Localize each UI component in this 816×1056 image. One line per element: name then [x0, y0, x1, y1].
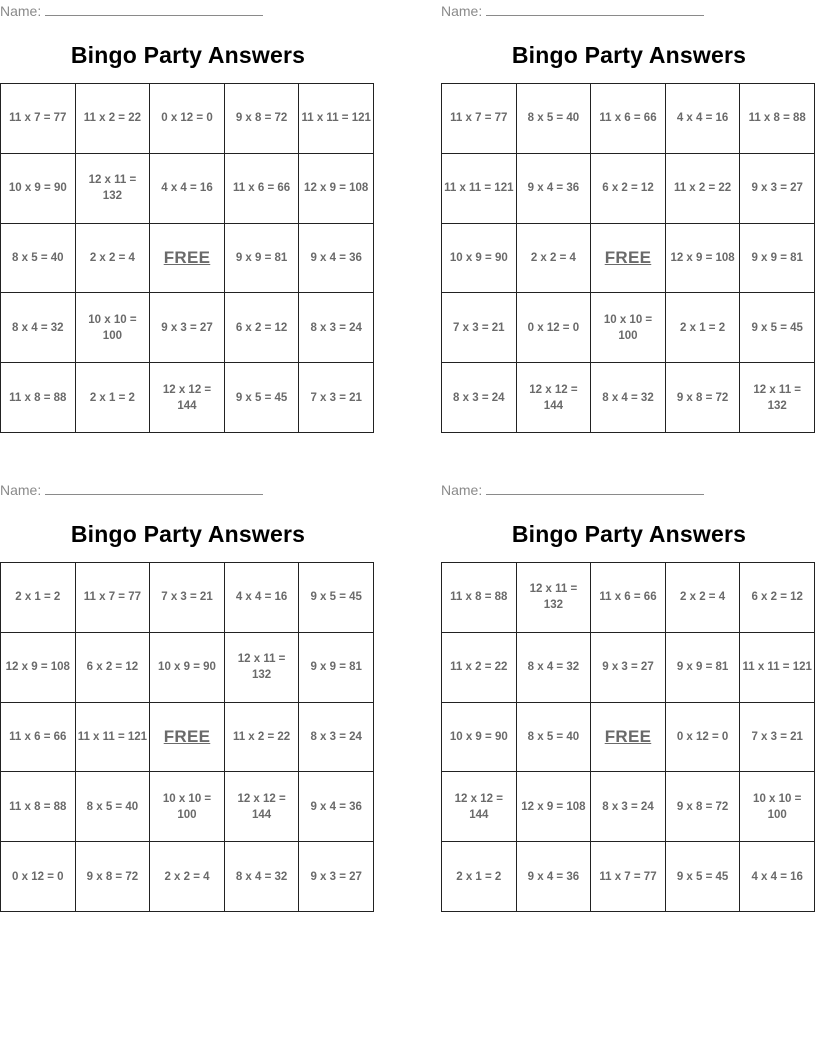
bingo-cell: 11 x 6 = 66	[591, 84, 666, 154]
bingo-row	[1, 842, 374, 912]
bingo-grid	[441, 562, 815, 912]
bingo-cell: 9 x 4 = 36	[299, 772, 374, 842]
bingo-cell: 4 x 4 = 16	[224, 563, 299, 633]
bingo-cell: 8 x 4 = 32	[224, 842, 299, 912]
bingo-cell: 10 x 9 = 90	[442, 702, 517, 772]
bingo-cell: 11 x 2 = 22	[442, 632, 517, 702]
bingo-row	[442, 702, 815, 772]
name-blank-line[interactable]	[486, 482, 704, 495]
bingo-cell: 0 x 12 = 0	[665, 702, 740, 772]
bingo-cell: 12 x 11 = 132	[516, 563, 591, 633]
name-field[interactable]	[0, 482, 263, 498]
bingo-row	[1, 84, 374, 154]
bingo-cell: 12 x 11 = 132	[224, 632, 299, 702]
name-blank-line[interactable]	[45, 482, 263, 495]
bingo-cell: 11 x 7 = 77	[442, 84, 517, 154]
bingo-cell: 9 x 8 = 72	[75, 842, 150, 912]
bingo-cell: 2 x 1 = 2	[1, 563, 76, 633]
bingo-cell: 12 x 12 = 144	[516, 363, 591, 433]
bingo-cell: 10 x 9 = 90	[1, 153, 76, 223]
bingo-row	[442, 632, 815, 702]
bingo-cell: 9 x 4 = 36	[299, 223, 374, 293]
bingo-cell: 10 x 9 = 90	[442, 223, 517, 293]
bingo-cell: 8 x 5 = 40	[516, 84, 591, 154]
name-blank-line[interactable]	[486, 3, 704, 16]
bingo-cell: 9 x 3 = 27	[591, 632, 666, 702]
bingo-cell: 11 x 11 = 121	[442, 153, 517, 223]
free-space-cell: FREE	[150, 702, 225, 772]
bingo-cell: 12 x 12 = 144	[150, 363, 225, 433]
free-space-cell: FREE	[591, 702, 666, 772]
bingo-cell: 8 x 5 = 40	[516, 702, 591, 772]
bingo-cell: 8 x 3 = 24	[299, 702, 374, 772]
card-title: Bingo Party Answers	[70, 521, 306, 547]
bingo-row	[1, 293, 374, 363]
card-title: Bingo Party Answers	[70, 42, 306, 68]
bingo-row	[442, 842, 815, 912]
bingo-cell: 11 x 8 = 88	[1, 772, 76, 842]
name-field[interactable]	[441, 3, 704, 19]
bingo-cell: 8 x 3 = 24	[299, 293, 374, 363]
bingo-cell: 11 x 11 = 121	[299, 84, 374, 154]
bingo-cell: 9 x 9 = 81	[740, 223, 815, 293]
name-label: Name:	[441, 3, 483, 19]
bingo-cell: 4 x 4 = 16	[665, 84, 740, 154]
bingo-cell: 9 x 5 = 45	[299, 563, 374, 633]
card-title: Bingo Party Answers	[511, 42, 747, 68]
free-space-cell: FREE	[591, 223, 666, 293]
bingo-cell: 11 x 6 = 66	[591, 563, 666, 633]
name-label: Name:	[441, 482, 483, 498]
bingo-cell: 10 x 10 = 100	[591, 293, 666, 363]
bingo-cell: 11 x 8 = 88	[442, 563, 517, 633]
bingo-cell: 11 x 6 = 66	[224, 153, 299, 223]
bingo-row	[442, 84, 815, 154]
bingo-cell: 12 x 11 = 132	[75, 153, 150, 223]
bingo-cell: 8 x 5 = 40	[1, 223, 76, 293]
name-label: Name:	[0, 482, 42, 498]
bingo-cell: 11 x 7 = 77	[1, 84, 76, 154]
bingo-cell: 9 x 8 = 72	[665, 772, 740, 842]
bingo-row	[1, 153, 374, 223]
bingo-row	[442, 772, 815, 842]
card-title: Bingo Party Answers	[511, 521, 747, 547]
bingo-cell: 9 x 9 = 81	[299, 632, 374, 702]
bingo-cell: 2 x 1 = 2	[442, 842, 517, 912]
bingo-row	[1, 772, 374, 842]
name-blank-line[interactable]	[45, 3, 263, 16]
name-label: Name:	[0, 3, 42, 19]
bingo-cell: 9 x 3 = 27	[299, 842, 374, 912]
bingo-row	[442, 363, 815, 433]
bingo-cell: 2 x 1 = 2	[665, 293, 740, 363]
bingo-cell: 11 x 2 = 22	[75, 84, 150, 154]
bingo-cell: 11 x 11 = 121	[740, 632, 815, 702]
bingo-cell: 7 x 3 = 21	[442, 293, 517, 363]
bingo-cell: 8 x 5 = 40	[75, 772, 150, 842]
name-field[interactable]	[441, 482, 704, 498]
bingo-cell: 11 x 8 = 88	[740, 84, 815, 154]
bingo-row	[1, 563, 374, 633]
bingo-cell: 4 x 4 = 16	[150, 153, 225, 223]
bingo-cell: 9 x 4 = 36	[516, 842, 591, 912]
bingo-cell: 11 x 2 = 22	[665, 153, 740, 223]
bingo-cell: 6 x 2 = 12	[224, 293, 299, 363]
bingo-cell: 9 x 9 = 81	[665, 632, 740, 702]
bingo-row	[1, 223, 374, 293]
bingo-cell: 12 x 9 = 108	[665, 223, 740, 293]
bingo-cell: 9 x 5 = 45	[740, 293, 815, 363]
bingo-row	[442, 223, 815, 293]
bingo-row	[1, 702, 374, 772]
bingo-grid	[0, 83, 374, 433]
bingo-cell: 9 x 3 = 27	[740, 153, 815, 223]
bingo-row	[1, 632, 374, 702]
bingo-row	[442, 153, 815, 223]
bingo-cell: 10 x 10 = 100	[740, 772, 815, 842]
bingo-cell: 2 x 2 = 4	[516, 223, 591, 293]
bingo-cell: 12 x 9 = 108	[299, 153, 374, 223]
bingo-cell: 10 x 9 = 90	[150, 632, 225, 702]
bingo-cell: 6 x 2 = 12	[75, 632, 150, 702]
name-field[interactable]	[0, 3, 263, 19]
bingo-cell: 7 x 3 = 21	[299, 363, 374, 433]
bingo-cell: 12 x 9 = 108	[516, 772, 591, 842]
bingo-cell: 12 x 12 = 144	[442, 772, 517, 842]
free-space-cell: FREE	[150, 223, 225, 293]
bingo-cell: 8 x 4 = 32	[516, 632, 591, 702]
bingo-row	[1, 363, 374, 433]
bingo-row	[442, 293, 815, 363]
bingo-cell: 12 x 9 = 108	[1, 632, 76, 702]
bingo-cell: 6 x 2 = 12	[740, 563, 815, 633]
bingo-cell: 9 x 4 = 36	[516, 153, 591, 223]
bingo-cell: 6 x 2 = 12	[591, 153, 666, 223]
bingo-cell: 11 x 7 = 77	[75, 563, 150, 633]
bingo-cell: 0 x 12 = 0	[516, 293, 591, 363]
bingo-cell: 4 x 4 = 16	[740, 842, 815, 912]
bingo-cell: 11 x 8 = 88	[1, 363, 76, 433]
bingo-cell: 9 x 5 = 45	[665, 842, 740, 912]
bingo-cell: 9 x 8 = 72	[224, 84, 299, 154]
bingo-cell: 8 x 3 = 24	[591, 772, 666, 842]
bingo-cell: 10 x 10 = 100	[75, 293, 150, 363]
bingo-cell: 0 x 12 = 0	[150, 84, 225, 154]
bingo-cell: 11 x 2 = 22	[224, 702, 299, 772]
bingo-cell: 11 x 7 = 77	[591, 842, 666, 912]
bingo-cell: 9 x 9 = 81	[224, 223, 299, 293]
bingo-cell: 11 x 11 = 121	[75, 702, 150, 772]
bingo-cell: 2 x 1 = 2	[75, 363, 150, 433]
bingo-cell: 2 x 2 = 4	[75, 223, 150, 293]
bingo-grid	[441, 83, 815, 433]
bingo-cell: 9 x 8 = 72	[665, 363, 740, 433]
bingo-cell: 11 x 6 = 66	[1, 702, 76, 772]
bingo-cell: 12 x 11 = 132	[740, 363, 815, 433]
bingo-cell: 7 x 3 = 21	[150, 563, 225, 633]
bingo-cell: 10 x 10 = 100	[150, 772, 225, 842]
bingo-cell: 9 x 5 = 45	[224, 363, 299, 433]
bingo-cell: 2 x 2 = 4	[665, 563, 740, 633]
bingo-grid	[0, 562, 374, 912]
bingo-cell: 9 x 3 = 27	[150, 293, 225, 363]
bingo-cell: 0 x 12 = 0	[1, 842, 76, 912]
bingo-cell: 8 x 3 = 24	[442, 363, 517, 433]
bingo-cell: 8 x 4 = 32	[1, 293, 76, 363]
bingo-row	[442, 563, 815, 633]
bingo-cell: 7 x 3 = 21	[740, 702, 815, 772]
bingo-cell: 8 x 4 = 32	[591, 363, 666, 433]
bingo-cell: 2 x 2 = 4	[150, 842, 225, 912]
bingo-cell: 12 x 12 = 144	[224, 772, 299, 842]
